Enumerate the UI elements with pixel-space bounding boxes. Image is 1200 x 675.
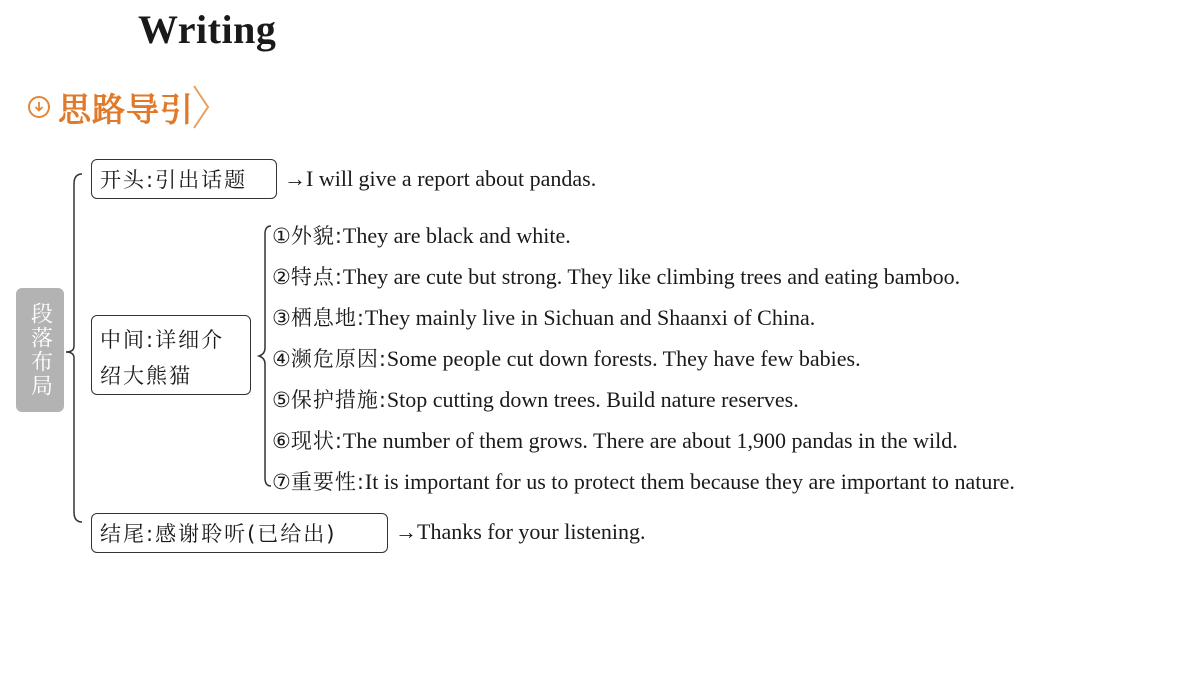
list-item <box>272 425 958 455</box>
item-topic: 外貌: <box>290 224 343 248</box>
item-text: The number of them grows. There are about 1,900 pandas in the wild. <box>342 428 958 453</box>
middle-label-line1: 中间:详细介 <box>100 328 225 352</box>
item-text: They mainly live in Sichuan and Shaanxi of China. <box>364 305 816 330</box>
opening-text: →I will give a report about pandas. <box>284 166 597 191</box>
page-title: Writing <box>138 7 277 52</box>
item-text: Some people cut down forests. They have few babies. <box>386 346 861 371</box>
item-text: It is important for us to protect them because they are important to nature. <box>364 469 1015 494</box>
tag-chevron-icon <box>192 84 210 130</box>
item-text: Stop cutting down trees. Build nature reserves. <box>386 387 799 412</box>
item-topic: 特点: <box>290 265 343 289</box>
opening-label-box: 开头:引出话题 <box>91 159 277 199</box>
item-topic: 栖息地: <box>290 306 365 330</box>
item-text: They are cute but strong. They like climbing trees and eating bamboo. <box>342 264 961 289</box>
outer-brace <box>60 170 92 526</box>
item-number: ③ <box>272 306 291 330</box>
list-item <box>272 302 815 332</box>
item-topic: 重要性: <box>290 470 365 494</box>
middle-label-line2: 绍大熊猫 <box>100 364 192 388</box>
middle-label-box <box>91 315 251 395</box>
item-number: ⑥ <box>272 429 291 453</box>
item-number: ⑦ <box>272 470 291 494</box>
item-number: ④ <box>272 347 291 371</box>
list-item <box>272 220 571 250</box>
section-tag-label: 思路导引 <box>58 89 194 129</box>
side-label <box>16 288 64 412</box>
list-item <box>272 261 960 291</box>
list-item <box>272 466 1015 496</box>
item-text: They are black and white. <box>342 223 571 248</box>
item-topic: 濒危原因: <box>290 347 387 371</box>
item-number: ⑤ <box>272 388 291 412</box>
ending-text: →Thanks for your listening. <box>395 519 646 544</box>
item-topic: 现状: <box>290 429 343 453</box>
item-number: ① <box>272 224 291 248</box>
side-label-text: 段落布局 <box>27 302 53 398</box>
list-item <box>272 343 861 373</box>
ending-label-box: 结尾:感谢聆听(已给出) <box>91 513 388 553</box>
section-tag <box>28 84 210 130</box>
list-item <box>272 384 799 414</box>
item-number: ② <box>272 265 291 289</box>
down-arrow-circle-icon <box>28 96 50 118</box>
item-topic: 保护措施: <box>290 388 387 412</box>
